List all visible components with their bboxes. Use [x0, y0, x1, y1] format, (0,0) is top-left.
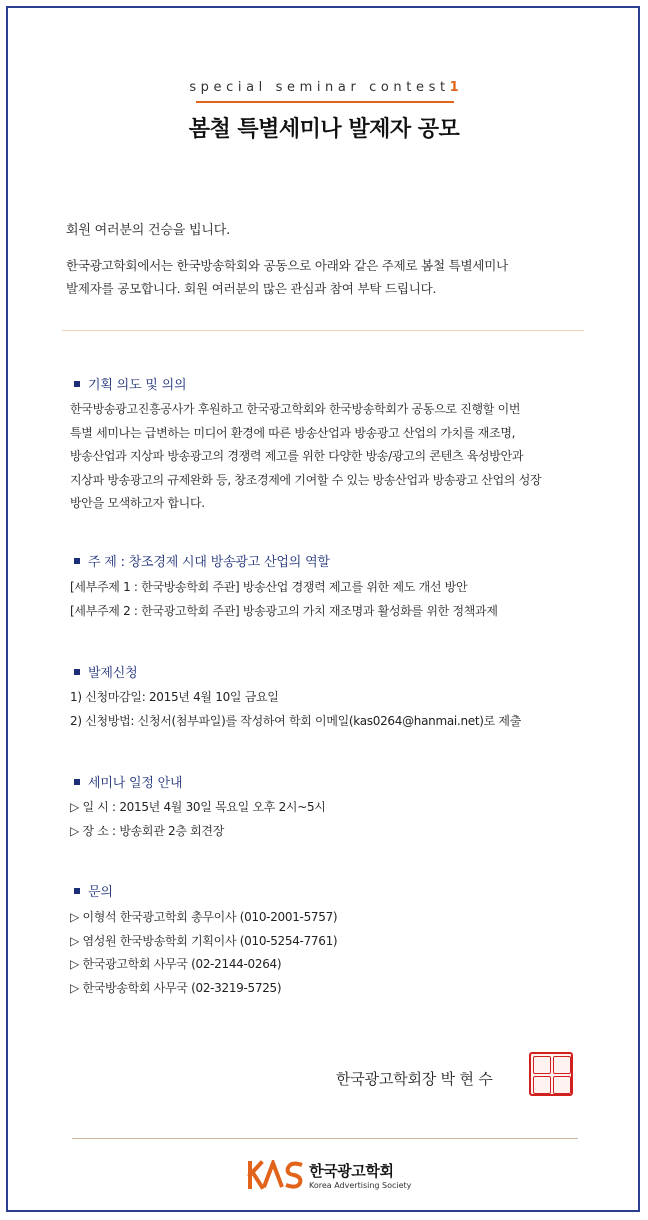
purpose-body [70, 398, 586, 516]
purpose-line: 특별 세미나는 급변하는 미디어 환경에 따른 방송산업과 방송광고 산업의 가치를 재조명, [70, 425, 516, 440]
page-title: 봄철 특별세미나 발제자 공모 [188, 117, 460, 142]
theme-body [70, 576, 586, 623]
greeting-text: 회원 여러분의 건승을 빕니다. [66, 223, 231, 238]
theme-line: [세부주제 1 : 한국방송학회 주관] 방송산업 경쟁력 제고를 위한 제도 개선 방안 [70, 580, 468, 594]
bullet-square-icon [74, 779, 80, 785]
apply-line: 1) 신청마감일: 2015년 4월 10일 금요일 [70, 690, 279, 704]
schedule-line: ▷ 장 소 : 방송회관 2층 회견장 [70, 823, 225, 838]
intro-line: 한국광고학회에서는 한국방송학회와 공동으로 아래와 같은 주제로 봄철 특별세미나 [66, 258, 509, 273]
contact-line: ▷ 이형석 한국광고학회 총무이사 (010-2001-5757) [70, 910, 338, 924]
eyebrow-number: 1 [449, 80, 459, 95]
contact-line: ▷ 한국방송학회 사무국 (02-3219-5725) [70, 980, 282, 995]
section-heading-theme: 주 제 : 창조경제 시대 방송광고 산업의 역할 [74, 551, 330, 570]
apply-body [70, 686, 586, 733]
intro-paragraph [66, 254, 586, 300]
title-underline [196, 101, 454, 103]
schedule-body [70, 796, 586, 843]
bullet-square-icon [74, 558, 80, 564]
eyebrow-text: special seminar contest1 [189, 80, 459, 95]
logo-korean-name: 한국광고학회 [309, 1162, 394, 1180]
section-divider [62, 330, 584, 331]
bullet-square-icon [74, 669, 80, 675]
section-heading-schedule: 세미나 일정 안내 [74, 772, 182, 791]
section-heading-contact: 문의 [74, 881, 113, 900]
bullet-square-icon [74, 888, 80, 894]
intro-line: 발제자를 공모합니다. 회원 여러분의 많은 관심과 참여 부탁 드립니다. [66, 281, 437, 296]
theme-line: [세부주제 2 : 한국광고학회 주관] 방송광고의 가치 재조명과 활성화를 위한 정책과제 [70, 603, 498, 618]
section-heading-apply: 발제신청 [74, 662, 137, 681]
footer-divider [72, 1138, 578, 1139]
purpose-line: 한국방송광고진흥공사가 후원하고 한국광고학회와 한국방송학회가 공동으로 진행할 이번 [70, 402, 521, 416]
contact-line: ▷ 한국광고학회 사무국 (02-2144-0264) [70, 957, 282, 971]
purpose-line: 방안을 모색하고자 합니다. [70, 496, 205, 510]
section-heading-purpose: 기획 의도 및 의의 [74, 374, 186, 393]
bullet-square-icon [74, 381, 80, 387]
kas-logo-icon [247, 1160, 305, 1190]
official-seal-icon [529, 1052, 573, 1096]
apply-line: 2) 신청방법: 신청서(첨부파일)를 작성하여 학회 이메일(kas0264@hanmai.net)로 제출 [70, 713, 522, 728]
contact-line: ▷ 염성원 한국방송학회 기획이사 (010-5254-7761) [70, 933, 338, 948]
contact-body [70, 906, 586, 1000]
logo-english-name: Korea Advertising Society [309, 1181, 412, 1190]
signature-text: 한국광고학회장 박 현 수 [336, 1070, 493, 1088]
purpose-line: 지상파 방송광고의 규제완화 등, 창조경제에 기여할 수 있는 방송산업과 방송광고 산업의 성장 [70, 472, 542, 487]
schedule-line: ▷ 일 시 : 2015년 4월 30일 목요일 오후 2시~5시 [70, 800, 326, 814]
purpose-line: 방송산업과 지상파 방송광고의 경쟁력 제고를 위한 다양한 방송/광고의 콘텐츠 육성방안과 [70, 449, 524, 463]
